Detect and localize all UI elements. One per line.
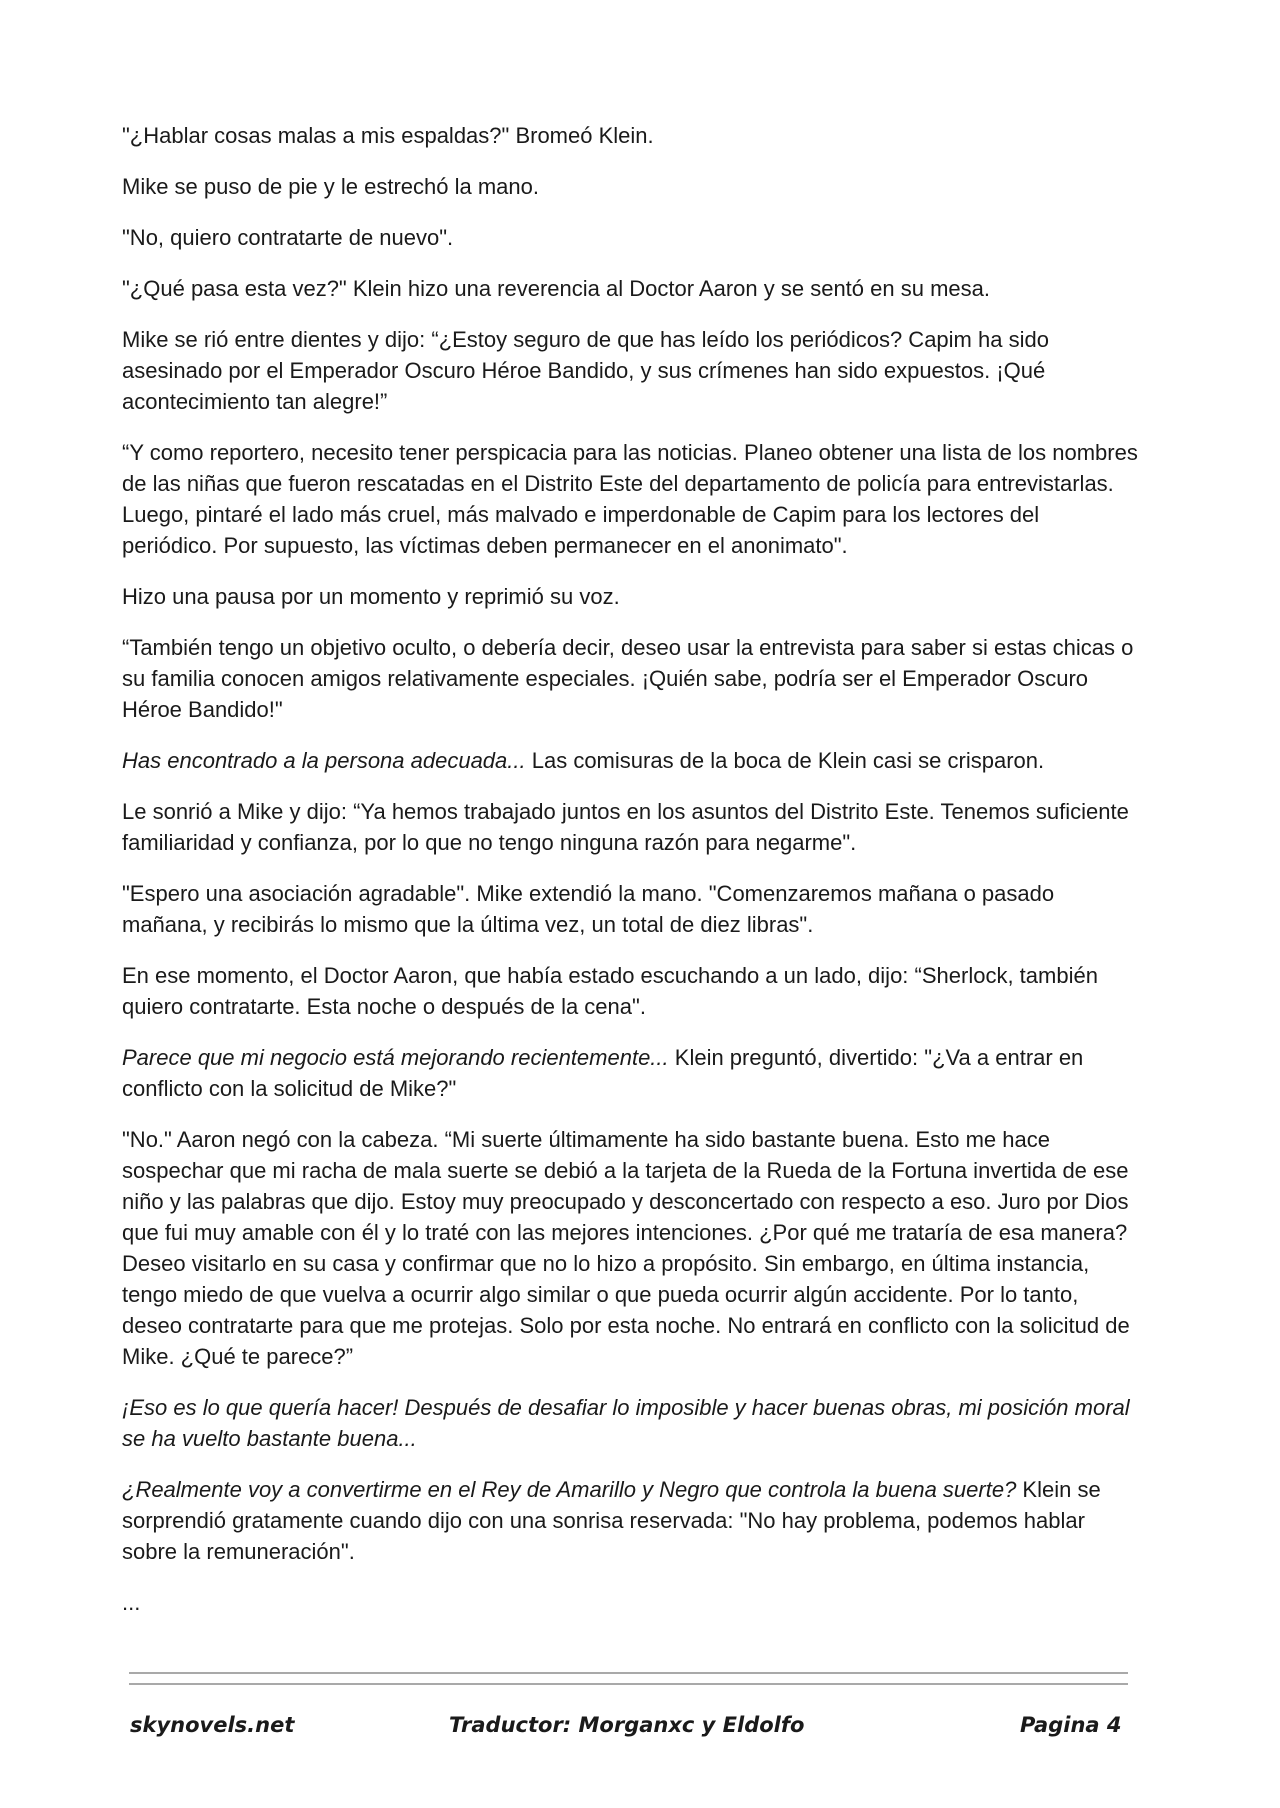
paragraph <box>122 324 1138 417</box>
italic-text: ¡Eso es lo que quería hacer! Después de desafiar lo imposible y hacer buenas obras, mi posición moral se ha vuelto bastante buena... <box>122 1395 1130 1451</box>
paragraph <box>122 878 1138 940</box>
paragraph-text: "Espero una asociación agradable". Mike extendió la mano. "Comenzaremos mañana o pasado mañana, y recibirás lo mismo que la última vez, un total de diez libras". <box>122 881 1055 937</box>
paragraph <box>122 437 1138 561</box>
paragraph <box>122 222 1138 253</box>
footer-divider-top <box>129 1672 1128 1674</box>
paragraph <box>122 1392 1138 1454</box>
footer-site: skynovels.net <box>130 1713 295 1737</box>
paragraph-text: "¿Qué pasa esta vez?" Klein hizo una reverencia al Doctor Aaron y se sentó en su mesa. <box>122 276 990 301</box>
italic-text: Parece que mi negocio está mejorando recientemente... <box>122 1045 669 1070</box>
paragraph <box>122 632 1138 725</box>
paragraph <box>122 1042 1138 1104</box>
footer-translator: Traductor: Morganxc y Eldolfo <box>449 1713 805 1737</box>
paragraph-text: "No, quiero contratarte de nuevo". <box>122 225 454 250</box>
paragraph <box>122 960 1138 1022</box>
body-text <box>122 120 1138 1638</box>
paragraph-text: "¿Hablar cosas malas a mis espaldas?" Bromeó Klein. <box>122 123 654 148</box>
paragraph <box>122 1124 1138 1372</box>
italic-text: ¿Realmente voy a convertirme en el Rey de Amarillo y Negro que controla la buena suerte? <box>122 1477 1017 1502</box>
paragraph-text: Mike se puso de pie y le estrechó la mano. <box>122 174 540 199</box>
paragraph-text: Hizo una pausa por un momento y reprimió su voz. <box>122 584 620 609</box>
paragraph-text: “Y como reportero, necesito tener perspicacia para las noticias. Planeo obtener una lista de los nombres de las niñas que fueron rescatadas en el Distrito Este del departamento de policía para entrevistarlas. Luego, pintaré el lado más cruel, más malvado e imperdonable de Capim para los lectores del periódico. Por supuesto, las víctimas deben permanecer en el anonimato". <box>122 440 1138 558</box>
paragraph-text: En ese momento, el Doctor Aaron, que había estado escuchando a un lado, dijo: “Sherlock, también quiero contratarte. Esta noche o después de la cena". <box>122 963 1098 1019</box>
paragraph <box>122 1474 1138 1567</box>
paragraph-text: "No." Aaron negó con la cabeza. “Mi suerte últimamente ha sido bastante buena. Esto me hace sospechar que mi racha de mala suerte se debió a la tarjeta de la Rueda de la Fortuna invertida de ese niño y las palabras que dijo. Estoy muy preocupado y desconcertado con respecto a eso. Juro por Dios que fui muy amable con él y lo traté con las mejores intenciones. ¿Por qué me trataría de esa manera? Deseo visitarlo en su casa y confirmar que no lo hizo a propósito. Sin embargo, en última instancia, tengo miedo de que vuelva a ocurrir algo similar o que pueda ocurrir algún accidente. Por lo tanto, deseo contratarte para que me protejas. Solo por esta noche. No entrará en conflicto con la solicitud de Mike. ¿Qué te parece?” <box>122 1127 1130 1369</box>
paragraph-text: Klein preguntó, divertido: "¿Va a entrar en conflicto con la solicitud de Mike?" <box>122 1045 1084 1101</box>
paragraph-text: ... <box>122 1590 141 1615</box>
paragraph-text: Le sonrió a Mike y dijo: “Ya hemos trabajado juntos en los asuntos del Distrito Este. Tenemos suficiente familiaridad y confianza, por lo que no tengo ninguna razón para negarme". <box>122 799 1129 855</box>
paragraph <box>122 581 1138 612</box>
footer-page-number: Pagina 4 <box>1020 1713 1122 1737</box>
paragraph <box>122 745 1138 776</box>
italic-text: Has encontrado a la persona adecuada... <box>122 748 526 773</box>
paragraph-text: Klein se sorprendió gratamente cuando dijo con una sonrisa reservada: "No hay problema, podemos hablar sobre la remuneración". <box>122 1477 1101 1564</box>
paragraph <box>122 273 1138 304</box>
paragraph-text: “También tengo un objetivo oculto, o debería decir, deseo usar la entrevista para saber si estas chicas o su familia conocen amigos relativamente especiales. ¡Quién sabe, podría ser el Emperador Oscuro Héroe Bandido!" <box>122 635 1134 722</box>
paragraph-text: Mike se rió entre dientes y dijo: “¿Estoy seguro de que has leído los periódicos? Capim ha sido asesinado por el Emperador Oscuro Héroe Bandido, y sus crímenes han sido expuestos. ¡Qué acontecimiento tan alegre!” <box>122 327 1049 414</box>
paragraph-text: Las comisuras de la boca de Klein casi se crisparon. <box>525 748 1045 773</box>
paragraph <box>122 796 1138 858</box>
paragraph <box>122 171 1138 202</box>
paragraph <box>122 1587 1138 1618</box>
footer-divider-bottom <box>129 1683 1128 1685</box>
paragraph <box>122 120 1138 151</box>
